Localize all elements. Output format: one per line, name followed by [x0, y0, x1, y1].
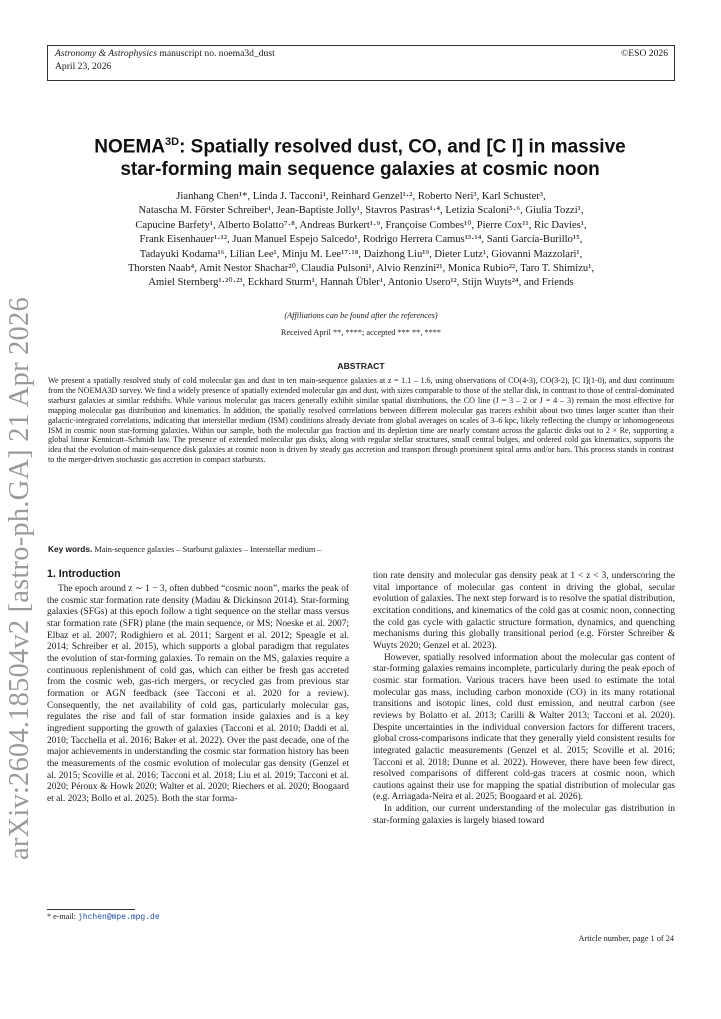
footnote-rule: [47, 909, 135, 910]
paragraph: The epoch around z ∼ 1 − 3, often dubbed “cosmic noon”, marks the peak of the cosmic star formation rate density (Madau & Dickinson 2014). Star-forming galaxies (SFGs) at this epoch follow a tight sequence on the stellar mass versus star formation rate (SFR) plane (the main sequence, or MS; Noeske et al. 2007; Elbaz et al. 2007; Rodighiero et al. 2011; Sargent et al. 2012; Speagle et al. 2014; Schreiber et al. 2015), which supports a global paradigm that regulates the evolution of star-forming galaxies. To remain on the MS, galaxies require a continuous replenishment of cold gas, which can either be fresh gas accreted from the cosmic web, gas-rich mergers, or recycled gas from previous star formation or AGN feedback (see Tacconi et al. 2020 for a review). Consequently, the net availability of cold gas, particularly molecular gas, regulates the rise and fall of star formation inside galaxies and is a key ingredient supporting the growth of galaxies (Tacconi et al. 2010; Daddi et al. 2010; Tacchella et al. 2016; Baker et al. 2022). Over the past decade, one of the major achievements in understanding the cosmic star formation history has been the measurements of the cosmic evolution of molecular gas density (Genzel et al. 2015; Scoville et al. 2016; Tacconi et al. 2018; Liu et al. 2019; Tacconi et al. 2020; Péroux & Howk 2020; Walter et al. 2020; Riechers et al. 2020; Boogaard et al. 2023; Bollo et al. 2025). Both the star forma-: [47, 584, 349, 804]
keywords-list: Main-sequence galaxies – Starburst galaxies – Interstellar medium –: [94, 545, 322, 554]
author-list: [48, 190, 674, 291]
author-line: Frank Eisenhauer¹·¹², Juan Manuel Espejo Salcedo¹, Rodrigo Herrera Camus¹³·¹⁴, Santi García-Burillo¹⁵,: [139, 234, 583, 246]
author-line: Tadayuki Kodama¹⁶, Lilian Lee¹, Minju M. Lee¹⁷·¹⁸, Daizhong Liu¹⁹, Dieter Lutz¹, Giovanni Mazzolari¹,: [139, 248, 583, 260]
author-line: Natascha M. Förster Schreiber¹, Jean-Baptiste Jolly¹, Stavros Pastras¹·⁴, Letizia Scaloni⁵·⁶, Giulia Tozzi¹,: [138, 205, 584, 217]
right-column: [373, 571, 675, 827]
abstract-heading: ABSTRACT: [337, 361, 385, 371]
journal-name: [55, 48, 275, 59]
paragraph: tion rate density and molecular gas density peak at 1 < z < 3, underscoring the vital importance of molecular gas content in driving the global, secular evolution of galaxies. The next step forward is to resolve the spatial distribution, excitation conditions, and kinematics of the cold gas at cosmic noon, connecting the cold gas cycle with galactic structure formation, dynamics, and quenching mechanisms during this globally transitional period (e.g. Förster Schreiber & Wuyts 2020; Genzel et al. 2023).: [373, 571, 675, 651]
author-line: Thorsten Naab⁴, Amit Nestor Shachar²⁰, Claudia Pulsoni¹, Alvio Renzini²¹, Monica Rubio²², Taro T. Shimizu¹,: [127, 263, 595, 275]
keywords-label: Key words.: [48, 544, 93, 554]
footnote-label: * e-mail:: [47, 912, 79, 921]
manuscript-date: April 23, 2026: [55, 61, 112, 72]
journal-title: Astronomy & Astrophysics: [55, 48, 157, 59]
affiliations-note: (Affiliations can be found after the references): [284, 311, 438, 320]
copyright: ©ESO 2026: [621, 48, 668, 59]
title-line2: star-forming main sequence galaxies at cosmic noon: [120, 159, 600, 181]
author-line: Jianhang Chen¹*, Linda J. Tacconi¹, Reinhard Genzel¹·², Roberto Neri³, Karl Schuster³,: [176, 191, 546, 202]
arxiv-watermark: arXiv:2604.18504v2 [astro-ph.GA] 21 Apr 2026: [4, 297, 35, 860]
manuscript-id: manuscript no. noema3d_dust: [156, 48, 275, 59]
title-sup: 3D: [165, 136, 180, 148]
received-dates: Received April **, ****; accepted *** **, ****: [280, 328, 442, 337]
abstract-text: We present a spatially resolved study of cold molecular gas and dust in ten main-sequence galaxies at z = 1.1 – 1.6, using observations of CO(4-3), CO(3-2), [C I](1-0), and dust continuum from the NOEMA3D survey. We find a widely presence of spatially extended molecular gas and dust, with sizes comparable to those of the stellar disk, in contrast to those of central-dominated starburst galaxies at similar redshifts. While various molecular gas tracers generally exhibit similar spatial distributions, the CO line (J = 3 – 2 or J = 4 – 3) remain the most effective for mapping molecular gas distribution and kinematics. In addition, the spatially resolved correlations between different molecular gas tracers exhibit about two times larger scatter than their galactic-integrated correlations, indicating that interstellar medium (ISM) conditions already deviate from global averages on scales of 3–6 kpc, likely reflecting the clumpy or inhomogeneous ISM in cosmic noon star-forming galaxies. Within our sample, both the molecular gas fraction and its depletion time are nearly constant across the galactic disks out to 2 × Re, supporting a global linear Kennicutt–Schmidt law. The presence of extended molecular gas disks, along with regular stellar structures, small central bulges, and ordered cold gas kinematics, supports the idea that the evolution of main-sequence disk galaxies at cosmic noon is driven by steady gas accretion and transport through prominent spiral arms and/or bars. This process stands in contrast to the merger-driven stochastic gas accretion in compact starbursts.: [48, 376, 674, 465]
keywords: [48, 544, 674, 554]
section-heading: 1. Introduction: [47, 568, 121, 580]
left-column: [47, 584, 349, 805]
author-line: Capucine Barfety¹, Alberto Bolatto⁷·⁸, Andreas Burkert¹·⁹, Françoise Combes¹⁰, Pierre Cox¹¹, Ric Davies¹,: [135, 219, 587, 231]
footnote: [47, 912, 160, 922]
page-footer: Article number, page 1 of 24: [578, 934, 674, 943]
paragraph: In addition, our current understanding of the molecular gas distribution in star-forming galaxies is largely biased toward: [373, 804, 675, 826]
title-line1: : Spatially resolved dust, CO, and [C I] in massive: [179, 136, 626, 158]
title-prefix: NOEMA: [94, 136, 166, 158]
paragraph: However, spatially resolved information about the molecular gas content of star-forming galaxies remains incomplete, particularly during the peak epoch of cosmic star formation. Various tracers have been used to estimate the total molecular gas mass, including carbon monoxide (CO) in its many rotational transitions and isotopic lines, cold dust emission, and neutral carbon (see reviews by Bolatto et al. 2013; Carilli & Walter 2013; Tacconi et al. 2020). Despite uncertainties in the individual conversion factors for different tracers, global cross-comparisons indicate that they generally yield consistent results for integrated galactic measurements (Genzel et al. 2015; Scoville et al. 2016; Tacconi et al. 2018; Dunne et al. 2022). However, there have been few direct, resolved comparisons of different cold-gas tracers at cosmic noon, which cautions against their use for mapping the spatial distribution of molecular gas (e.g. Arriagada-Neira et al. 2025; Boogaard et al. 2026).: [373, 652, 675, 803]
author-line: Amiel Sternberg¹·²⁰·²³, Eckhard Sturm¹, Hannah Übler¹, Antonio Usero¹², Stijn Wuyts²⁴, and Friends: [148, 277, 574, 289]
email-link[interactable]: jhchen@mpe.mpg.de: [78, 913, 160, 922]
journal-header: [47, 45, 675, 81]
paper-title: [60, 131, 660, 181]
